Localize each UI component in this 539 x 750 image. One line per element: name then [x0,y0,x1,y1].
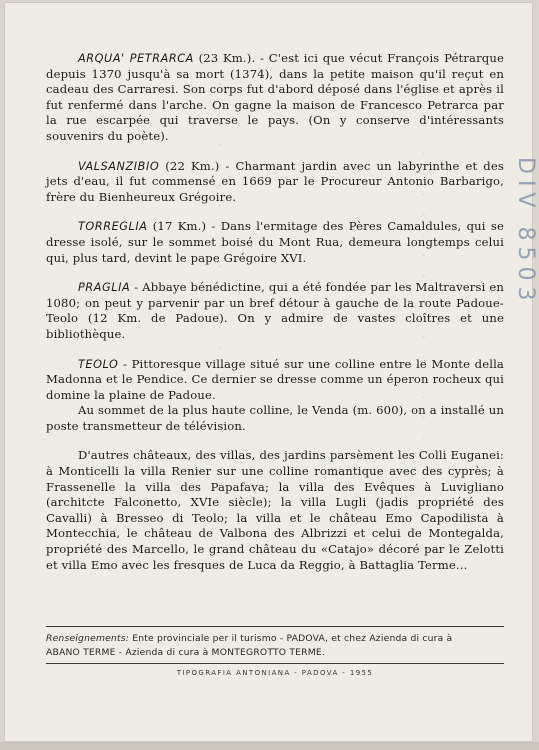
paragraph-text: D'autres châteaux, des villas, des jardins parsèment les Colli Euganei: à Monticelli la villa Renier sur une colline romantique avec des cyprès; à Frassenelle la villa des Papafava; la villa des Evêques à Luvigliano (architcte Falconetto, XVIe siècle); la villa Lugli (jadis propriété des Cavalli) à Bresseo di Teolo; la villa et le château Emo Capodilista à Montecchia, le château de Valbona des Albrizzi et celui de Montegalda, propriété des Marcello, le grand château du «Catajo» décoré par le Zelotti et villa Emo avec les fresques de Luca da Reggio, à Battaglia Terme... [46,448,504,572]
place-name: ARQUA' PETRARCA [78,52,194,65]
paragraph-text: Au sommet de la plus haute colline, le Venda (m. 600), on a installé un poste transmetteur de télévision. [46,403,504,433]
paragraph-venda [46,403,504,434]
footer-info [46,632,504,659]
footer-line-1 [46,632,504,646]
place-name: TORREGLIA [78,220,148,234]
archive-watermark: · · · · · · · · · · · · · · · [211,82,226,376]
paragraph-text: (17 Km.) - Dans l'ermitage des Pères Camaldules, qui se dresse isolé, sur le sommet boisé du Mont Rua, demeura longtemps celui qui, plus tard, devint le pape Grégoire XVI. [46,219,504,265]
card-edge [0,742,539,750]
paragraph-teolo [46,357,504,404]
paragraph-text: (22 Km.) - Charmant jardin avec un labyrinthe et des jets d'eau, il fut commensé en 1669 par le Procureur Antonio Barbarigo, frère du Bienheureux Grégoire. [46,158,504,204]
paragraph-torreglia [46,219,504,266]
place-name: VALSANZIBIO [78,159,160,173]
footer-divider-bottom [46,663,504,664]
footer-line-1-text: Ente provinciale per il turismo - PADOVA, et chez Azienda di cura à [129,633,453,644]
footer-divider-top [46,626,504,627]
paragraph-chateaux [46,448,504,573]
paragraph-praglia [46,280,504,342]
handwritten-note: DIV 8503 [513,157,538,307]
place-name: PRAGLIA [78,281,131,295]
paragraph-text: - Abbaye bénédictine, qui a été fondée par les Maltraversi en 1080; on peut y parvenir par un bref détour à gauche de la route Padoue-Teolo (12 Km. de Padoue). On y admire de vastes cloîtres et une bibliothèque. [46,280,504,341]
footer-line-2: ABANO TERME - Azienda di cura à MONTEGROTTO TERME. [46,646,326,658]
place-name: TEOLO [78,357,119,371]
paragraph-text: - Pittoresque village situé sur une colline entre le Monte della Madonna et le Pendice. Ce dernier se dresse comme un éperon rocheux qui domine la plaine de Padoue. [46,356,504,402]
footer-label: Renseignements: [46,633,130,644]
paragraph-arqua [46,51,504,145]
archive-watermark: · · · · · · · · · · · · · · · · · [415,152,430,487]
printer-imprint: TIPOGRAFIA ANTONIANA - PADOVA - 1955 [176,669,374,677]
postcard-back [4,2,538,742]
paragraph-text: (23 Km.). - C'est ici que vécut François Pétrarque depuis 1370 jusqu'à sa mort (1374), dans la petite maison qu'il reçut en cadeau des Carraresi. Son corps fut d'abord déposé dans l'église et après il fut renfermé dans l'arche. On gagne la maison de Francesco Petrarca par la rue escarpée qui traverse le pays. (On y conserve d'intéressants souvenirs du poète). [46,51,504,143]
text-body [46,51,504,587]
